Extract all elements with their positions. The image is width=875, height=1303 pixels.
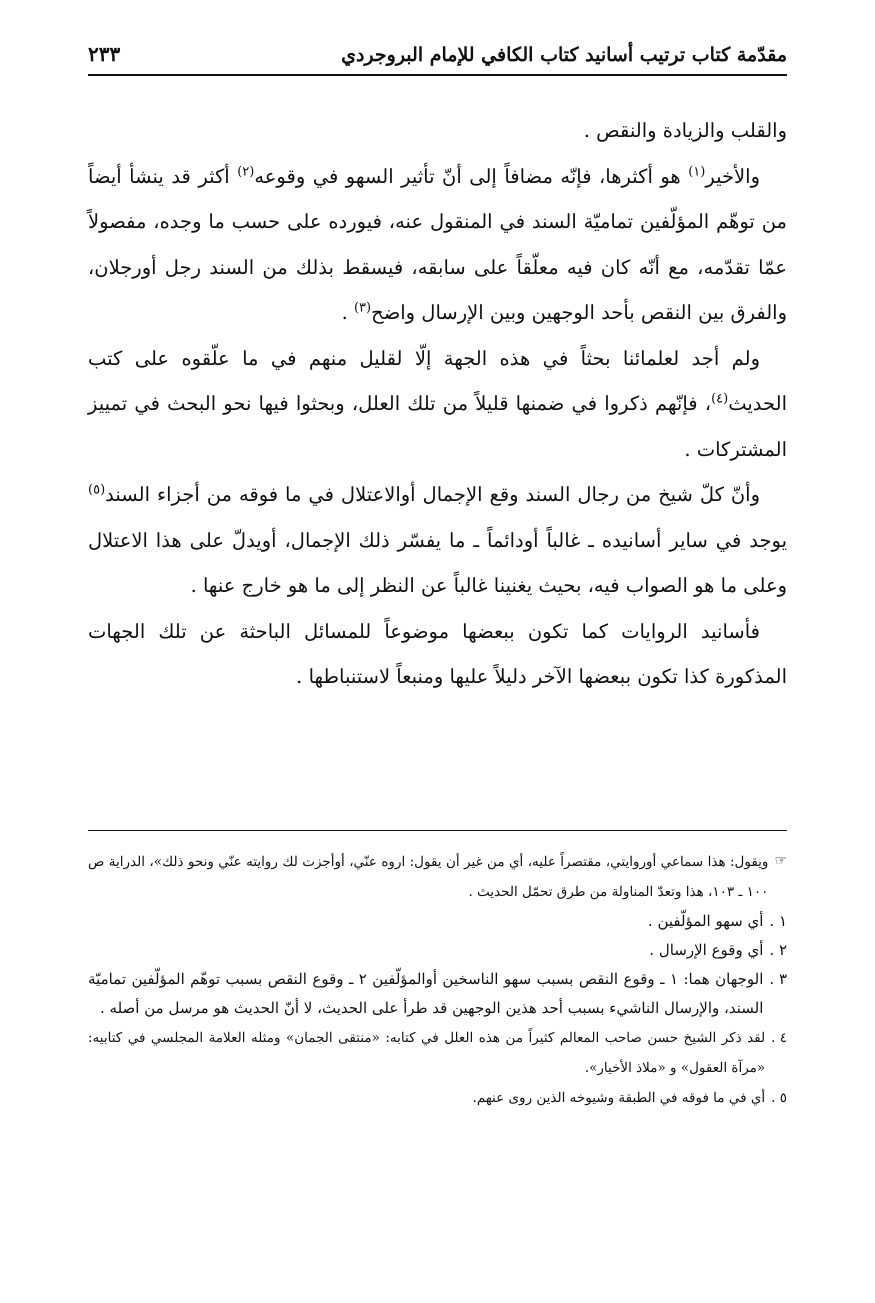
footnote-text: أي وقوع الإرسال . — [649, 941, 764, 959]
footnote-separator — [88, 830, 787, 831]
footnote-number: ٢ . — [769, 941, 787, 959]
footnote-text: أي سهو المؤلّفين . — [647, 912, 764, 930]
main-text — [88, 108, 787, 700]
footnote-5 — [88, 1083, 787, 1113]
footnote-reference: (٤) — [711, 391, 729, 407]
footnote-text: أي في ما فوقه في الطبقة وشيوخه الذين روى عنهم. — [472, 1090, 766, 1106]
footnote-reference: (٣) — [353, 300, 372, 316]
footnote-continuation-text: ويقول: هذا سماعي أوروايتي، مقتصراً عليه، أي من غير أن يقول: اروه عنّي، أوأجزت لك روايته عنّي ونحو ذلك»، الدراية ص ١٠٠ ـ ١٠٣، هذا وتعدّ المناولة من طرق تحمّل الحديث . — [88, 854, 769, 900]
page-number: ٢٣٣ — [88, 42, 121, 66]
paragraph-text: . — [341, 301, 354, 324]
footnote-number: ١ . — [769, 912, 787, 930]
footnote-2 — [88, 936, 787, 965]
paragraph — [88, 108, 787, 154]
footnote-text: الوجهان هما: ١ ـ وقوع النقص بسبب سهو الناسخين أوالمؤلّفين ٢ ـ وقوع النقص بسبب توهّم المؤلّفين تماميّة السند، والإرسال الناشيء بسبب أحد هذين الوجهين قد طرأ على الحديث، لا أنّ الحديث هو مرسل من أصله . — [88, 970, 764, 1017]
footnote-reference: (١) — [688, 164, 706, 179]
running-title: مقدّمة كتاب ترتيب أسانيد كتاب الكافي للإمام البروجردي — [341, 44, 787, 66]
paragraph-text: ، فإنّهم ذكروا في ضمنها قليلاً من تلك العلل، وبحثوا فيها نحو البحث في تمييز المشتركات . — [88, 392, 787, 461]
paragraph — [88, 472, 787, 609]
footnote-3 — [88, 965, 787, 1023]
footnote-4 — [88, 1023, 787, 1083]
footnote-number: ٥ . — [771, 1090, 787, 1106]
paragraph-text: والقلب والزيادة والنقص . — [583, 119, 787, 142]
paragraph — [88, 609, 787, 700]
paragraph-text: أكثر قد ينشأ أيضاً من توهّم المؤلّفين تماميّة السند في المنقول عنه، فيورده على حسب ما وجده، مفصولاً عمّا تقدّمه، مع أنّه كان فيه معلّقاً على سابقه، فيسقط بذلك من السند رجل أورجلان، والفرق بين النقص بأحد الوجهين وبين الإرسال واضح — [88, 164, 787, 324]
paragraph — [88, 154, 787, 336]
footnote-number: ٤ . — [771, 1030, 787, 1046]
running-header — [88, 30, 787, 76]
paragraph-text: فأسانيد الروايات كما تكون ببعضها موضوعاً للمسائل الباحثة عن تلك الجهات المذكورة كذا تكون ببعضها الآخر دليلاً عليها ومنبعاً لاستنباطها . — [88, 619, 787, 688]
footnotes — [88, 847, 787, 1113]
paragraph-text: والأخير — [705, 164, 761, 188]
paragraph-text: وأنّ كلّ شيخ من رجال السند وقع الإجمال أوالاعتلال في ما فوقه من أجزاء السند — [105, 483, 760, 506]
paragraph-text: ولم أجد لعلمائنا بحثاً في هذه الجهة إلّا لقليل منهم في ما علّقوه على كتب الحديث — [88, 346, 787, 415]
footnote-reference: (٥) — [88, 482, 106, 498]
footnote-text: لقد ذكر الشيخ حسن صاحب المعالم كثيراً من هذه العلل في كتابه: «منتقى الجمان» ومثله العلامة المجلسي في كتابيه: «مرآة العقول» و «ملاذ الأخيار». — [88, 1030, 766, 1076]
paragraph — [88, 336, 787, 473]
footnote-1 — [88, 907, 787, 936]
paragraph-text: هو أكثرها، فإنّه مضافاً إلى أنّ تأثير السهو في وقوعه — [254, 164, 689, 188]
paragraph-text: يوجد في ساير أسانيده ـ غالباً أودائماً ـ ما يفسّر ذلك الإجمال، أويدلّ على هذا الاعتلال وعلى ما هو الصواب فيه، بحيث يغنينا غالباً عن النظر إلى ما هو خارج عنها . — [88, 528, 787, 597]
footnote-number: ٣ . — [769, 970, 787, 988]
footnote-continuation — [88, 847, 787, 907]
pointing-hand-icon: ☞ — [774, 853, 787, 869]
footnote-reference: (٢) — [237, 164, 255, 179]
